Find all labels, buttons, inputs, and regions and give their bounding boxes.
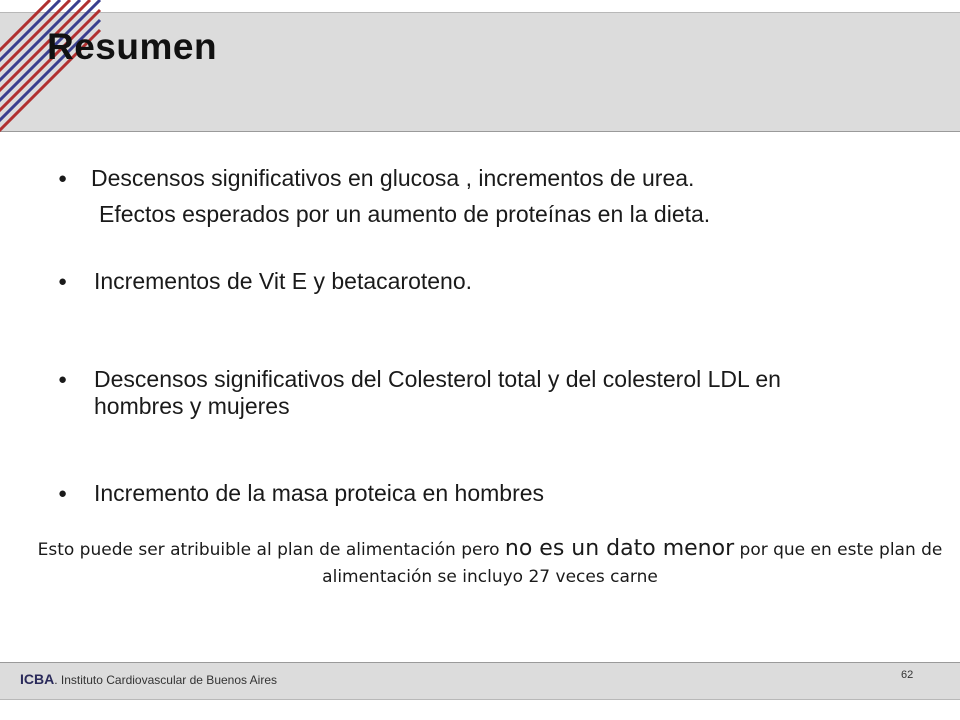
org-name: . Instituto Cardiovascular de Buenos Aires: [54, 673, 278, 687]
bullet-item: [58, 268, 888, 295]
footer-bar: [0, 662, 960, 700]
bullet-dot-icon: ●: [58, 273, 68, 290]
bullet-item: [58, 366, 888, 420]
bullet-text: Descensos significativos en glucosa , incrementos de urea.: [91, 165, 695, 191]
bullet-dot-icon: ●: [58, 371, 68, 388]
slide-title: Resumen: [47, 26, 218, 67]
bullet-subline: Efectos esperados por un aumento de proteínas en la dieta.: [99, 201, 711, 227]
bullet-dot-icon: ●: [58, 485, 68, 502]
page-number: 62: [901, 669, 914, 681]
footer-organization: [20, 671, 277, 687]
bullet-text: Descensos significativos del Colesterol total y del colesterol LDL en hombres y mujeres: [94, 366, 781, 419]
bullet-item: [58, 480, 888, 507]
bullet-item: [58, 165, 888, 192]
bullet-text: Incrementos de Vit E y betacaroteno.: [94, 268, 473, 294]
bullet-dot-icon: ●: [58, 170, 68, 187]
bullet-text: Incremento de la masa proteica en hombres: [94, 480, 545, 506]
note-text-end: por que en este plan de alimentación se incluyo 27 veces carne: [322, 540, 943, 587]
summary-note: [20, 535, 960, 591]
org-abbr: ICBA: [20, 671, 55, 687]
note-emphasis: no es un dato menor: [504, 536, 735, 561]
note-text: Esto puede ser atribuible al plan de alimentación pero: [37, 540, 505, 560]
